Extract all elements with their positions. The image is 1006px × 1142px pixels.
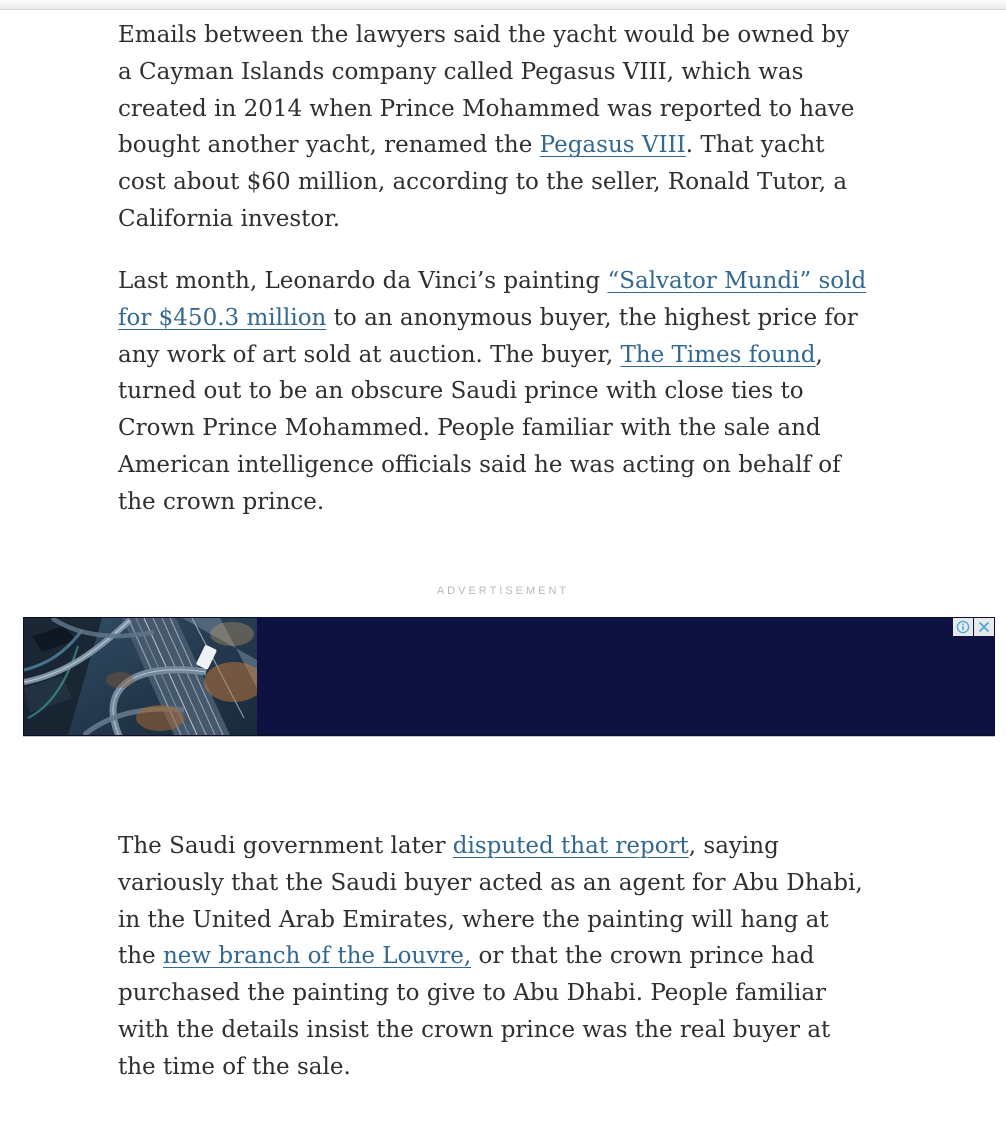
info-circle-icon — [956, 620, 970, 634]
advertisement-label: ADVERTISEMENT — [436, 585, 570, 597]
article-link[interactable]: Pegasus VIII — [539, 132, 686, 159]
text-run: . That yacht cost about $60 million, according to the seller, Ronald Tutor, a California investor. — [118, 132, 848, 232]
article-link[interactable]: The Times found — [620, 341, 816, 368]
ad-close-button[interactable] — [974, 618, 994, 636]
text-run: The Saudi government later — [118, 833, 453, 859]
article-link[interactable]: disputed that report — [452, 833, 689, 859]
text-run: , saying variously that the Saudi buyer acted as an agent for Abu Dhabi, in the United Arab Emirates, where the painting will hang at the — [118, 833, 863, 970]
ad-photo-highway-interchange — [24, 618, 257, 735]
text-run: , turned out to be an obscure Saudi prince with close ties to Crown Prince Mohammed. People familiar with the sale and American intelligence officials said he was acting on behalf of the crown prince. — [118, 341, 841, 515]
article-paragraph — [118, 17, 870, 238]
ad-controls — [953, 618, 994, 636]
page-top-bar — [0, 0, 1006, 10]
article-paragraph — [118, 828, 870, 1086]
ad-banner[interactable] — [23, 617, 995, 736]
article-paragraph — [118, 263, 870, 521]
article-link[interactable]: “Salvator Mundi” sold for $450.3 million — [118, 268, 867, 331]
close-icon — [978, 621, 990, 633]
article-link[interactable]: new branch of the Louvre, — [162, 943, 472, 970]
adchoices-button[interactable] — [953, 618, 973, 636]
text-run: Last month, Leonardo da Vinci’s painting — [118, 268, 608, 294]
text-run: to an anonymous buyer, the highest price for any work of art sold at auction. The buyer, — [118, 304, 858, 368]
text-run: or that the crown prince had purchased the painting to give to Abu Dhabi. People familiar with the details insist the crown prince was the real buyer at the time of the sale. — [118, 943, 831, 1080]
text-run: Emails between the lawyers said the yacht would be owned by a Cayman Islands company called Pegasus VIII, which was created in 2014 when Prince Mohammed was reported to have bought another yacht, renamed the — [118, 22, 855, 159]
